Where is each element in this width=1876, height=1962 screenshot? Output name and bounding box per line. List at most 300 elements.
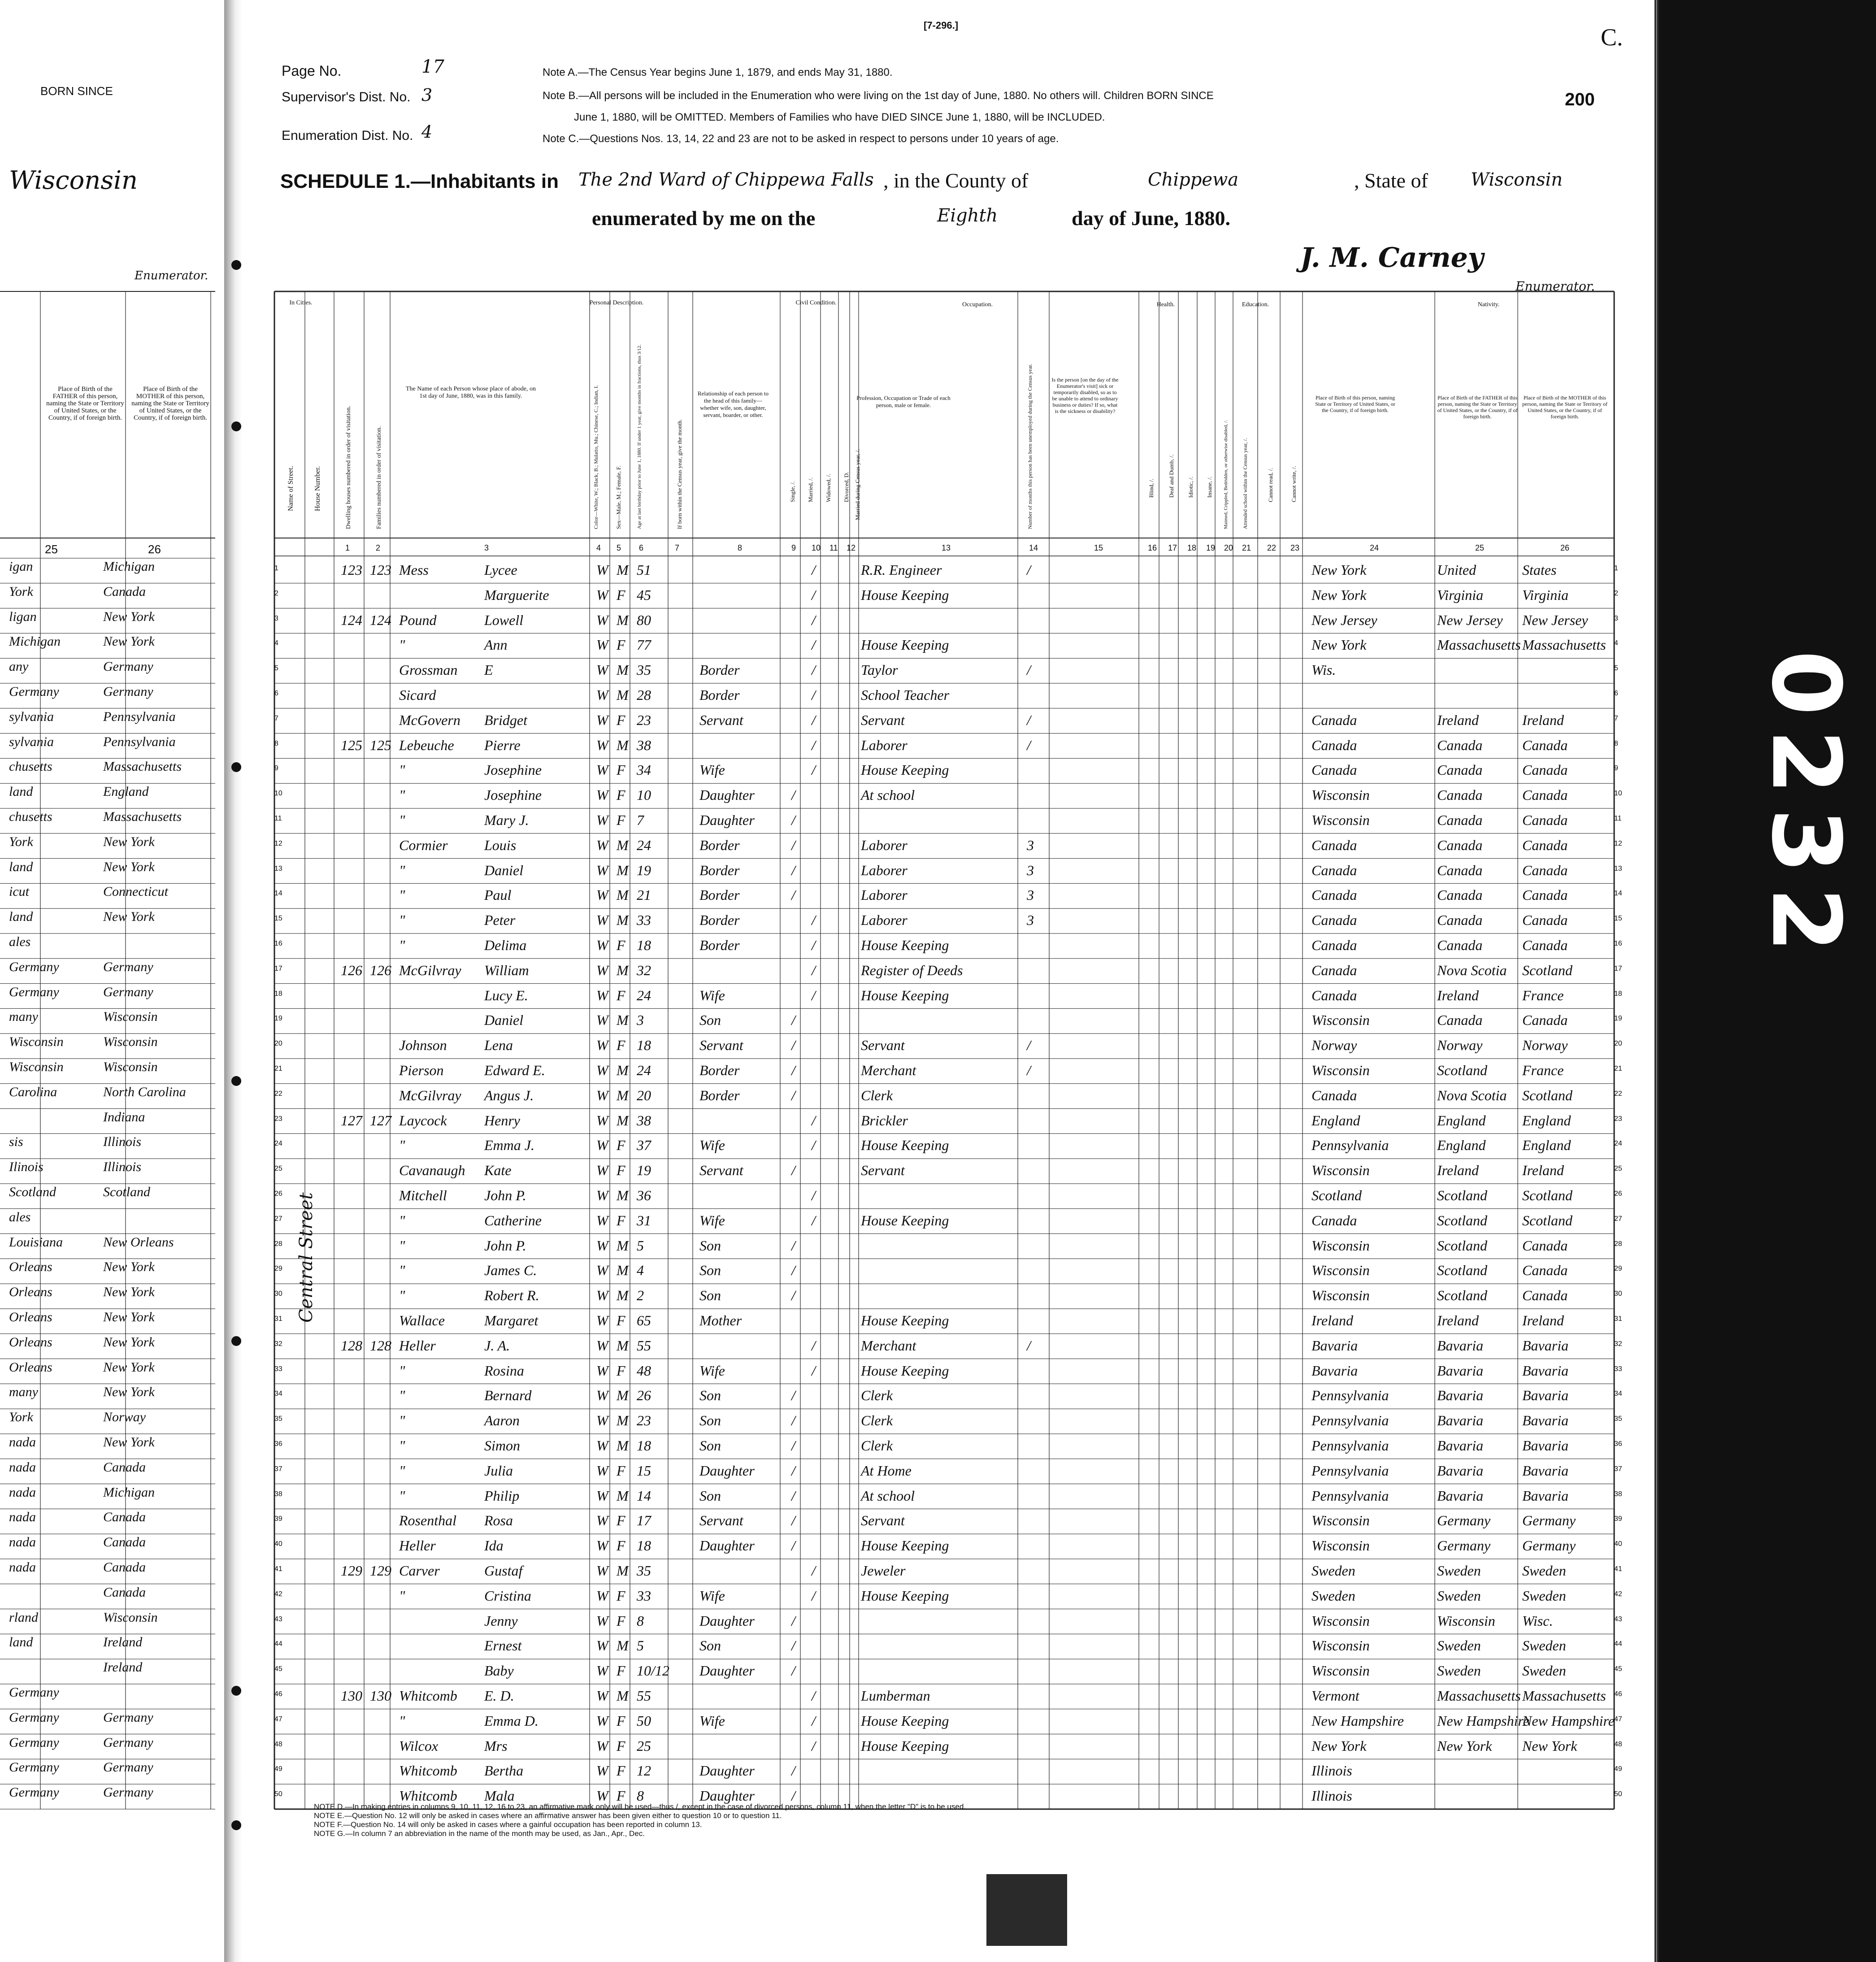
father-birthplace: New Hampshire bbox=[1437, 1712, 1529, 1729]
mother-birthplace: Ireland bbox=[1522, 712, 1564, 728]
left-col-25-cell: nada bbox=[9, 1510, 36, 1525]
table-row bbox=[0, 608, 1618, 634]
line-number: 28 bbox=[274, 1240, 282, 1248]
father-birthplace: Scotland bbox=[1437, 1187, 1487, 1203]
birthplace: Wisconsin bbox=[1311, 787, 1370, 803]
note-e: NOTE E.—Question No. 12 will only be asked in cases where an affirmative answer has been given either to question 10 or to question 11. bbox=[314, 1811, 782, 1820]
birthplace: Wisconsin bbox=[1311, 1287, 1370, 1304]
dwelling-number: 127 bbox=[341, 1112, 362, 1129]
left-col-25-cell: Orleans bbox=[9, 1334, 52, 1350]
birthplace: Pennsylvania bbox=[1311, 1412, 1389, 1429]
surname: McGovern bbox=[399, 712, 460, 728]
line-number: 3 bbox=[274, 614, 278, 622]
age: 10/12 bbox=[637, 1662, 669, 1679]
color: W bbox=[596, 1237, 608, 1254]
age: 8 bbox=[637, 1788, 644, 1804]
age: 24 bbox=[637, 837, 651, 853]
table-row bbox=[0, 1033, 1622, 1059]
surname: " bbox=[399, 787, 405, 803]
left-col-25-cell: ales bbox=[9, 934, 31, 949]
corner-letter: C. bbox=[1601, 24, 1623, 51]
single-mark: / bbox=[791, 1512, 795, 1529]
mother-birthplace: England bbox=[1522, 1112, 1571, 1129]
left-col-25-cell: sylvania bbox=[9, 709, 54, 724]
relationship: Son bbox=[699, 1262, 721, 1279]
column-number: 6 bbox=[639, 543, 644, 552]
line-number-right: 7 bbox=[1614, 714, 1618, 722]
surname: Heller bbox=[399, 1537, 436, 1554]
relationship: Son bbox=[699, 1412, 721, 1429]
color: W bbox=[596, 1512, 608, 1529]
relationship: Son bbox=[699, 1387, 721, 1404]
surname: Cormier bbox=[399, 837, 448, 853]
relationship: Son bbox=[699, 1437, 721, 1454]
binder-ring bbox=[231, 762, 241, 772]
surname: Pierson bbox=[399, 1062, 444, 1078]
col-married-header: Married, /. bbox=[807, 477, 814, 502]
age: 2 bbox=[637, 1287, 644, 1304]
surname: Cavanaugh bbox=[399, 1162, 465, 1179]
table-row bbox=[0, 1384, 1622, 1409]
col-house-number-header: House Number. bbox=[314, 466, 321, 511]
birthplace: Canada bbox=[1311, 887, 1357, 903]
line-number-right: 29 bbox=[1614, 1265, 1622, 1273]
sex: M bbox=[617, 1337, 629, 1354]
relationship: Servant bbox=[699, 1037, 743, 1054]
mother-birthplace: Bavaria bbox=[1522, 1362, 1569, 1379]
sex: F bbox=[617, 1162, 625, 1179]
line-number: 5 bbox=[274, 664, 278, 673]
given-name: Kate bbox=[484, 1162, 512, 1179]
occupation: School Teacher bbox=[861, 687, 950, 703]
line-number: 30 bbox=[274, 1290, 282, 1298]
line-number-right: 31 bbox=[1614, 1315, 1622, 1323]
line-number-right: 21 bbox=[1614, 1065, 1622, 1072]
sex: M bbox=[617, 1387, 629, 1404]
father-birthplace: Canada bbox=[1437, 912, 1483, 929]
age: 55 bbox=[637, 1688, 651, 1704]
surname: Carver bbox=[399, 1563, 440, 1579]
given-name: Ann bbox=[484, 637, 508, 653]
sheet-number: 200 bbox=[1565, 90, 1595, 109]
age: 38 bbox=[637, 737, 651, 753]
given-name: Emma D. bbox=[484, 1712, 538, 1729]
relationship: Daughter bbox=[699, 1462, 755, 1479]
table-row bbox=[0, 833, 1622, 859]
father-birthplace: Ireland bbox=[1437, 712, 1479, 728]
table-row bbox=[0, 658, 1618, 683]
line-number: 21 bbox=[274, 1065, 282, 1072]
birthplace: Canada bbox=[1311, 1087, 1357, 1103]
occupation: House Keeping bbox=[861, 637, 949, 653]
column-number: 18 bbox=[1187, 543, 1197, 552]
line-number: 50 bbox=[274, 1790, 282, 1798]
left-col-25-cell: Scotland bbox=[9, 1185, 56, 1199]
table-row bbox=[0, 1484, 1622, 1509]
sex: M bbox=[617, 837, 629, 853]
line-number: 42 bbox=[274, 1590, 282, 1598]
dwelling-number: 130 bbox=[341, 1688, 362, 1704]
sex: F bbox=[617, 1788, 625, 1804]
supervisor-value: 3 bbox=[421, 85, 433, 105]
occupation: Servant bbox=[861, 712, 905, 728]
occupation: House Keeping bbox=[861, 987, 949, 1003]
left-col-26-cell: Massachusetts bbox=[103, 759, 182, 774]
age: 32 bbox=[637, 962, 651, 978]
sex: M bbox=[617, 662, 629, 678]
line-number-right: 9 bbox=[1614, 764, 1618, 773]
left-col-25-cell: sis bbox=[9, 1134, 23, 1150]
table-row bbox=[0, 959, 1622, 984]
color: W bbox=[596, 1387, 608, 1404]
relationship: Daughter bbox=[699, 1612, 755, 1629]
married-mark: / bbox=[812, 1712, 816, 1729]
relationship: Border bbox=[699, 662, 740, 678]
sex: F bbox=[617, 712, 625, 728]
relationship: Border bbox=[699, 887, 740, 903]
birthplace: Sweden bbox=[1311, 1587, 1355, 1604]
color: W bbox=[596, 887, 608, 903]
birthplace: Scotland bbox=[1311, 1187, 1362, 1203]
mother-birthplace: Scotland bbox=[1522, 1087, 1572, 1103]
left-col-26-cell: Ireland bbox=[103, 1635, 143, 1650]
left-col-25-cell: York bbox=[9, 834, 33, 849]
sex: F bbox=[617, 1662, 625, 1679]
line-number: 24 bbox=[274, 1140, 282, 1148]
relationship: Servant bbox=[699, 712, 743, 728]
birthplace: Ireland bbox=[1311, 1312, 1354, 1328]
table-row bbox=[0, 1059, 1622, 1084]
sex: M bbox=[617, 1688, 629, 1704]
left-col-25-cell: Wisconsin bbox=[9, 1059, 64, 1074]
surname: " bbox=[399, 1412, 405, 1429]
relationship: Border bbox=[699, 862, 740, 878]
left-col-25-cell: icut bbox=[9, 884, 29, 899]
left-col-25-cell: land bbox=[9, 1635, 33, 1650]
single-mark: / bbox=[791, 1462, 795, 1479]
table-row bbox=[0, 633, 1618, 658]
table-row bbox=[0, 1659, 1622, 1684]
occupation: Merchant bbox=[861, 1062, 916, 1078]
age: 12 bbox=[637, 1762, 651, 1779]
sex: F bbox=[617, 1587, 625, 1604]
left-born-since: BORN SINCE bbox=[40, 84, 113, 98]
color: W bbox=[596, 1312, 608, 1328]
given-name: Jenny bbox=[484, 1612, 518, 1629]
birthplace: Canada bbox=[1311, 762, 1357, 778]
age: 18 bbox=[637, 937, 651, 953]
occupation: House Keeping bbox=[861, 1312, 949, 1328]
left-col-25-cell: ligan bbox=[9, 609, 37, 624]
line-number-right: 3 bbox=[1614, 614, 1618, 622]
father-birthplace: Scotland bbox=[1437, 1237, 1487, 1254]
book-binding bbox=[1659, 0, 1876, 1962]
father-birthplace: Bavaria bbox=[1437, 1487, 1484, 1504]
age: 35 bbox=[637, 662, 651, 678]
married-mark: / bbox=[812, 1187, 816, 1203]
given-name: J. A. bbox=[484, 1337, 510, 1354]
relationship: Son bbox=[699, 1637, 721, 1654]
line-number-right: 22 bbox=[1614, 1090, 1622, 1098]
dwelling-number: 128 bbox=[341, 1337, 362, 1354]
table-row bbox=[0, 1759, 1622, 1784]
occupation: At Home bbox=[861, 1462, 912, 1479]
binder-ring bbox=[231, 260, 241, 270]
color: W bbox=[596, 1162, 608, 1179]
sex: F bbox=[617, 637, 625, 653]
left-col-25-cell: nada bbox=[9, 1560, 36, 1575]
married-mark: / bbox=[812, 1137, 816, 1154]
mother-birthplace: Wisc. bbox=[1522, 1612, 1553, 1629]
color: W bbox=[596, 637, 608, 653]
left-col-26-cell: Wisconsin bbox=[103, 1034, 158, 1050]
occupation-header: Occupation. bbox=[962, 301, 993, 308]
birthplace: Wis. bbox=[1311, 662, 1336, 678]
birthplace: Wisconsin bbox=[1311, 812, 1370, 828]
surname: " bbox=[399, 1712, 405, 1729]
column-number: 20 bbox=[1224, 543, 1233, 552]
father-birthplace: Ireland bbox=[1437, 987, 1479, 1003]
sex: F bbox=[617, 787, 625, 803]
col-occupation-header: Profession, Occupation or Trade of each person, male or female. bbox=[856, 395, 951, 408]
note-c: Note C.—Questions Nos. 13, 14, 22 and 23 are not to be asked in respect to persons under 10 years of age. bbox=[543, 133, 1059, 145]
given-name: Josephine bbox=[484, 787, 542, 803]
left-col-25-cell: ales bbox=[9, 1209, 31, 1224]
line-number-right: 25 bbox=[1614, 1165, 1622, 1173]
line-number-right: 12 bbox=[1614, 839, 1622, 847]
occupation: Jeweler bbox=[861, 1563, 906, 1579]
line-number: 33 bbox=[274, 1365, 282, 1373]
left-col-26-cell: North Carolina bbox=[103, 1084, 186, 1099]
color: W bbox=[596, 987, 608, 1003]
surname: Wallace bbox=[399, 1312, 445, 1328]
married-mark: / bbox=[812, 612, 816, 628]
color: W bbox=[596, 1637, 608, 1654]
color: W bbox=[596, 1563, 608, 1579]
given-name: Ida bbox=[484, 1537, 504, 1554]
color: W bbox=[596, 1737, 608, 1754]
occupation: Clerk bbox=[861, 1412, 893, 1429]
given-name: Mrs bbox=[484, 1737, 508, 1754]
unemployed-mark: / bbox=[1027, 737, 1031, 753]
mother-birthplace: Canada bbox=[1522, 1262, 1568, 1279]
color: W bbox=[596, 787, 608, 803]
father-birthplace: Ireland bbox=[1437, 1312, 1479, 1328]
surname: Pound bbox=[399, 612, 437, 628]
father-birthplace: Bavaria bbox=[1437, 1437, 1484, 1454]
surname: " bbox=[399, 1362, 405, 1379]
married-mark: / bbox=[812, 562, 816, 578]
sex: M bbox=[617, 1112, 629, 1129]
surname: Whitcomb bbox=[399, 1788, 457, 1804]
birthplace: Bavaria bbox=[1311, 1337, 1358, 1354]
education-header: Education. bbox=[1242, 301, 1269, 308]
column-number: 5 bbox=[617, 543, 621, 552]
father-birthplace: New Jersey bbox=[1437, 612, 1503, 628]
single-mark: / bbox=[791, 787, 795, 803]
col-blind-header: Blind, /. bbox=[1148, 478, 1155, 498]
single-mark: / bbox=[791, 1087, 795, 1103]
birthplace: Canada bbox=[1311, 937, 1357, 953]
surname: Mitchell bbox=[399, 1187, 447, 1203]
mother-birthplace: Sweden bbox=[1522, 1563, 1566, 1579]
sex: F bbox=[617, 1037, 625, 1054]
column-number: 21 bbox=[1242, 543, 1251, 552]
table-row bbox=[0, 984, 1622, 1009]
occupation: House Keeping bbox=[861, 1587, 949, 1604]
relationship: Son bbox=[699, 1237, 721, 1254]
line-number: 17 bbox=[274, 964, 282, 972]
mother-birthplace: Bavaria bbox=[1522, 1412, 1569, 1429]
father-birthplace: Sweden bbox=[1437, 1637, 1481, 1654]
line-number: 44 bbox=[274, 1640, 282, 1648]
age: 7 bbox=[637, 812, 644, 828]
color: W bbox=[596, 962, 608, 978]
color: W bbox=[596, 1262, 608, 1279]
health-header: Health. bbox=[1156, 301, 1175, 308]
column-number: 12 bbox=[847, 543, 856, 552]
left-col-25-cell: Germany bbox=[9, 984, 59, 999]
sex: F bbox=[617, 1612, 625, 1629]
father-birthplace: Nova Scotia bbox=[1437, 1087, 1507, 1103]
surname: Johnson bbox=[399, 1037, 447, 1054]
line-number: 9 bbox=[274, 764, 278, 773]
age: 77 bbox=[637, 637, 651, 653]
birthplace: Pennsylvania bbox=[1311, 1387, 1389, 1404]
single-mark: / bbox=[791, 1287, 795, 1304]
unemployed-mark: 3 bbox=[1027, 912, 1034, 929]
age: 21 bbox=[637, 887, 651, 903]
occupation: Clerk bbox=[861, 1387, 893, 1404]
day-suffix: day of June, 1880. bbox=[1072, 207, 1230, 230]
line-number-right: 10 bbox=[1614, 790, 1622, 798]
mother-birthplace: Bavaria bbox=[1522, 1462, 1569, 1479]
married-mark: / bbox=[812, 586, 816, 603]
unemployed-mark: / bbox=[1027, 562, 1031, 578]
father-birthplace: New York bbox=[1437, 1737, 1492, 1754]
left-col-25-cell: chusetts bbox=[9, 809, 52, 824]
married-mark: / bbox=[812, 1362, 816, 1379]
col-sickness-header: Is the person [on the day of the Enumerator's visit] sick or temporarily disabled, so as to be unable to attend to ordinary business or duties? If so, what is the sickness or disability? bbox=[1051, 377, 1119, 414]
given-name: Pierre bbox=[484, 737, 521, 753]
schedule-label: SCHEDULE 1.—Inhabitants in bbox=[280, 170, 559, 192]
line-number: 38 bbox=[274, 1490, 282, 1498]
married-mark: / bbox=[812, 1212, 816, 1228]
column-number: 23 bbox=[1290, 543, 1300, 552]
color: W bbox=[596, 762, 608, 778]
given-name: Aaron bbox=[484, 1412, 520, 1429]
line-number-right: 33 bbox=[1614, 1365, 1622, 1373]
line-number: 10 bbox=[274, 790, 282, 798]
mother-birthplace: France bbox=[1522, 987, 1564, 1003]
line-number: 1 bbox=[274, 564, 278, 572]
relationship: Border bbox=[699, 1087, 740, 1103]
surname: " bbox=[399, 1287, 405, 1304]
table-row bbox=[0, 1084, 1622, 1109]
mother-birthplace: New York bbox=[1522, 1737, 1577, 1754]
surname: " bbox=[399, 912, 405, 929]
father-birthplace: Sweden bbox=[1437, 1662, 1481, 1679]
given-name: Rosa bbox=[484, 1512, 513, 1529]
occupation: House Keeping bbox=[861, 1362, 949, 1379]
sex: M bbox=[617, 1012, 629, 1029]
given-name: Gustaf bbox=[484, 1563, 523, 1579]
occupation: Taylor bbox=[861, 662, 898, 678]
left-col-26-cell: Illinois bbox=[103, 1159, 142, 1175]
given-name: John P. bbox=[484, 1237, 526, 1254]
father-birthplace: Sweden bbox=[1437, 1587, 1481, 1604]
column-number: 15 bbox=[1094, 543, 1103, 552]
married-mark: / bbox=[812, 987, 816, 1003]
color: W bbox=[596, 1187, 608, 1203]
age: 80 bbox=[637, 612, 651, 628]
enumerator-signature: J. M. Carney bbox=[1300, 242, 1484, 273]
left-col-25-cell: land bbox=[9, 909, 33, 925]
table-row bbox=[0, 558, 1618, 583]
mother-birthplace: States bbox=[1522, 562, 1557, 578]
sex: M bbox=[617, 1062, 629, 1078]
father-birthplace: Canada bbox=[1437, 737, 1483, 753]
table-row bbox=[0, 859, 1622, 884]
left-col-26-cell: Canada bbox=[103, 1560, 146, 1575]
birthplace: Sweden bbox=[1311, 1563, 1355, 1579]
father-birthplace: Canada bbox=[1437, 887, 1483, 903]
sex: M bbox=[617, 1637, 629, 1654]
state-label: , State of bbox=[1354, 169, 1428, 192]
birthplace: Illinois bbox=[1311, 1788, 1352, 1804]
single-mark: / bbox=[791, 1162, 795, 1179]
left-col-25-cell: land bbox=[9, 859, 33, 874]
line-number-right: 39 bbox=[1614, 1515, 1622, 1523]
line-number: 39 bbox=[274, 1515, 282, 1523]
left-col-26-cell: Germany bbox=[103, 1710, 153, 1725]
sex: M bbox=[617, 737, 629, 753]
left-col-26-cell: Scotland bbox=[103, 1185, 150, 1199]
age: 35 bbox=[637, 1563, 651, 1579]
color: W bbox=[596, 1287, 608, 1304]
color: W bbox=[596, 712, 608, 728]
table-row bbox=[0, 1559, 1622, 1584]
left-col-26-cell: Canada bbox=[103, 1459, 146, 1475]
birthplace: New York bbox=[1311, 637, 1367, 653]
left-col-26-cell: New York bbox=[103, 1435, 155, 1450]
column-number: 4 bbox=[596, 543, 601, 552]
occupation: House Keeping bbox=[861, 586, 949, 603]
mother-birthplace: Germany bbox=[1522, 1537, 1576, 1554]
given-name: Mala bbox=[484, 1788, 515, 1804]
line-number: 26 bbox=[274, 1190, 282, 1198]
line-number-right: 46 bbox=[1614, 1690, 1622, 1698]
relationship: Wife bbox=[699, 1587, 725, 1604]
left-col-25-cell: Germany bbox=[9, 1685, 59, 1700]
col-dwelling-header: Dwelling houses numbered in order of visitation. bbox=[345, 406, 352, 529]
in-cities-header: In Cities. bbox=[289, 300, 313, 306]
left-col-25-cell: York bbox=[9, 1410, 33, 1425]
relationship: Border bbox=[699, 937, 740, 953]
line-number: 45 bbox=[274, 1665, 282, 1673]
birthplace: Wisconsin bbox=[1311, 1637, 1370, 1654]
age: 38 bbox=[637, 1112, 651, 1129]
enum-dist-label: Enumeration Dist. No. bbox=[282, 128, 413, 143]
sex: M bbox=[617, 1237, 629, 1254]
line-number: 4 bbox=[274, 639, 278, 647]
col-relationship-header: Relationship of each person to the head of this family—whether wife, son, daughter, servant, boarder, or other. bbox=[697, 390, 769, 418]
table-row bbox=[0, 1434, 1622, 1459]
left-col-26-cell: Canada bbox=[103, 1535, 146, 1550]
single-mark: / bbox=[791, 862, 795, 878]
col-deaf-header: Deaf and Dumb, /. bbox=[1168, 454, 1175, 498]
color: W bbox=[596, 1062, 608, 1078]
